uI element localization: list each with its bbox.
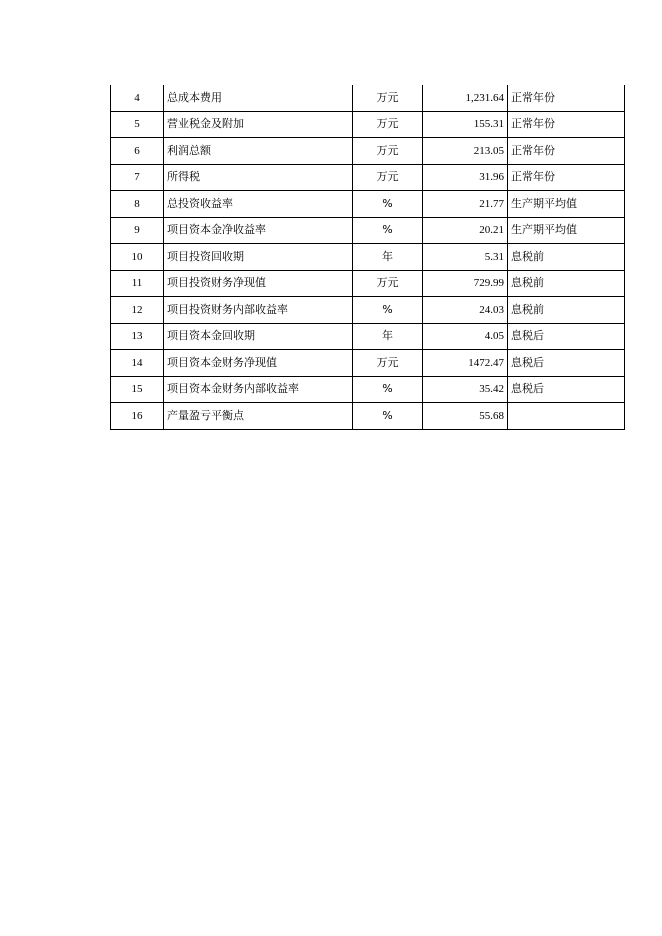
unit-cell: % (353, 403, 423, 430)
financial-indicators-table (110, 85, 625, 430)
indicator-name: 项目资本金回收期 (164, 323, 353, 350)
unit-cell: 年 (353, 323, 423, 350)
value-cell: 155.31 (423, 111, 508, 138)
table-row (111, 323, 625, 350)
row-number: 10 (111, 244, 164, 271)
remark-cell: 息税前 (508, 297, 625, 324)
row-number: 9 (111, 217, 164, 244)
row-number: 8 (111, 191, 164, 218)
indicator-name: 项目资本金财务净现值 (164, 350, 353, 377)
row-number: 12 (111, 297, 164, 324)
row-number: 5 (111, 111, 164, 138)
indicator-name: 所得税 (164, 164, 353, 191)
unit-cell: 万元 (353, 164, 423, 191)
remark-cell: 息税后 (508, 376, 625, 403)
indicator-name: 项目资本金财务内部收益率 (164, 376, 353, 403)
indicator-name: 营业税金及附加 (164, 111, 353, 138)
indicator-name: 总成本费用 (164, 85, 353, 111)
unit-cell: 万元 (353, 111, 423, 138)
row-number: 4 (111, 85, 164, 111)
remark-cell: 息税后 (508, 323, 625, 350)
table-row (111, 191, 625, 218)
unit-cell: % (353, 191, 423, 218)
unit-cell: 万元 (353, 350, 423, 377)
table-body (111, 85, 625, 429)
row-number: 15 (111, 376, 164, 403)
unit-cell: % (353, 376, 423, 403)
remark-cell: 生产期平均值 (508, 191, 625, 218)
unit-cell: 万元 (353, 85, 423, 111)
row-number: 7 (111, 164, 164, 191)
remark-cell: 息税前 (508, 244, 625, 271)
remark-cell: 息税后 (508, 350, 625, 377)
remark-cell: 正常年份 (508, 111, 625, 138)
indicator-name: 项目投资财务净现值 (164, 270, 353, 297)
unit-cell: % (353, 217, 423, 244)
unit-cell: 万元 (353, 138, 423, 165)
unit-cell: 万元 (353, 270, 423, 297)
row-number: 13 (111, 323, 164, 350)
indicator-name: 总投资收益率 (164, 191, 353, 218)
remark-cell: 正常年份 (508, 164, 625, 191)
value-cell: 55.68 (423, 403, 508, 430)
value-cell: 20.21 (423, 217, 508, 244)
table-row (111, 403, 625, 430)
value-cell: 4.05 (423, 323, 508, 350)
value-cell: 24.03 (423, 297, 508, 324)
table-row (111, 138, 625, 165)
row-number: 16 (111, 403, 164, 430)
remark-cell: 正常年份 (508, 85, 625, 111)
value-cell: 35.42 (423, 376, 508, 403)
table-row (111, 376, 625, 403)
row-number: 6 (111, 138, 164, 165)
indicator-name: 项目资本金净收益率 (164, 217, 353, 244)
value-cell: 1,231.64 (423, 85, 508, 111)
remark-cell: 生产期平均值 (508, 217, 625, 244)
value-cell: 729.99 (423, 270, 508, 297)
value-cell: 213.05 (423, 138, 508, 165)
table-row (111, 111, 625, 138)
indicator-name: 项目投资回收期 (164, 244, 353, 271)
table-row (111, 164, 625, 191)
table-row (111, 244, 625, 271)
remark-cell (508, 403, 625, 430)
value-cell: 1472.47 (423, 350, 508, 377)
table-row (111, 85, 625, 111)
table-row (111, 217, 625, 244)
indicator-name: 项目投资财务内部收益率 (164, 297, 353, 324)
indicator-name: 产量盈亏平衡点 (164, 403, 353, 430)
remark-cell: 息税前 (508, 270, 625, 297)
value-cell: 5.31 (423, 244, 508, 271)
table-row (111, 297, 625, 324)
table-row (111, 270, 625, 297)
unit-cell: % (353, 297, 423, 324)
remark-cell: 正常年份 (508, 138, 625, 165)
value-cell: 31.96 (423, 164, 508, 191)
unit-cell: 年 (353, 244, 423, 271)
table-row (111, 350, 625, 377)
row-number: 11 (111, 270, 164, 297)
value-cell: 21.77 (423, 191, 508, 218)
indicator-name: 利润总额 (164, 138, 353, 165)
row-number: 14 (111, 350, 164, 377)
